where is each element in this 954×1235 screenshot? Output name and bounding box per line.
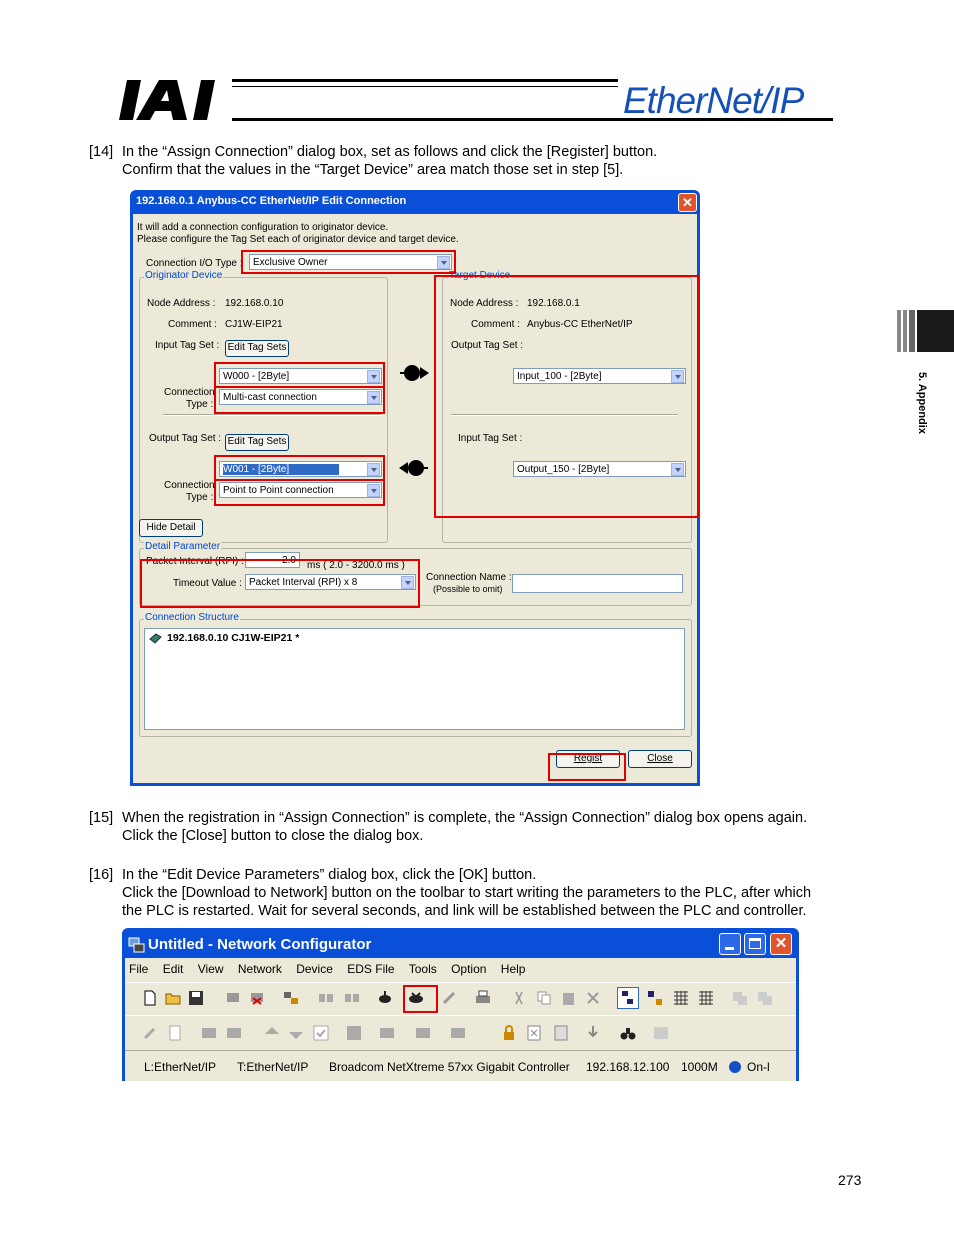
step-14-number: [14] — [89, 144, 114, 160]
menu-bar — [129, 962, 536, 976]
network-icon[interactable] — [283, 990, 299, 1006]
connection-structure-item[interactable]: 192.168.0.10 CJ1W-EIP21 * — [167, 632, 300, 644]
table-icon-2[interactable] — [698, 990, 714, 1006]
down-icon[interactable] — [288, 1025, 304, 1041]
highlight-regist-button — [548, 753, 626, 781]
rpi-input[interactable]: 2.0 — [245, 552, 300, 568]
view-list-icon[interactable] — [647, 990, 663, 1006]
target-input-tag-label: Input Tag Set : — [458, 433, 523, 444]
view-toggle-button[interactable] — [617, 987, 639, 1009]
originator-conn-type-select-1[interactable]: Multi-cast connection — [219, 389, 382, 405]
originator-node-value: 192.168.0.10 — [225, 298, 284, 309]
status-ip: 192.168.12.100 — [586, 1060, 670, 1074]
close-icon: ✕ — [682, 195, 693, 210]
open-folder-icon[interactable] — [165, 990, 181, 1006]
close-button[interactable]: Close — [628, 750, 692, 768]
menu-view[interactable]: View — [197, 962, 224, 976]
unregister-icon[interactable] — [757, 990, 773, 1006]
window-close-button[interactable] — [770, 933, 792, 955]
device-icon — [149, 633, 162, 644]
dialog-intro-line2: Please configure the Tag Set each of originator device and target device. — [137, 234, 459, 245]
target-node-label: Node Address : — [450, 298, 519, 309]
disconnect-icon[interactable] — [249, 990, 265, 1006]
view-tree-icon — [618, 988, 638, 1008]
menu-help[interactable]: Help — [500, 962, 526, 976]
app-icon — [128, 936, 145, 953]
maximize-icon — [749, 938, 761, 949]
status-speed: 1000M — [681, 1060, 718, 1074]
minimize-icon — [725, 947, 734, 950]
target-input-tag-select[interactable]: Output_150 - [2Byte] — [513, 461, 686, 477]
dialog-close-button[interactable] — [678, 193, 697, 212]
originator-input-tag-select[interactable]: W000 - [2Byte] — [219, 368, 382, 384]
parameter-icon-2[interactable] — [415, 1025, 431, 1041]
originator-conn-type-select-2[interactable]: Point to Point connection — [219, 482, 382, 498]
iai-logo-icon — [117, 76, 229, 122]
parameter-icon-3[interactable] — [450, 1025, 466, 1041]
step-14-line2: Confirm that the values in the “Target Device” area match those set in step [5]. — [122, 162, 624, 178]
step-16-line3: the PLC is restarted. Wait for several seconds, and link will be established between the PLC and controller. — [122, 903, 807, 919]
toolbar-1 — [125, 982, 796, 1016]
originator-output-tag-label: Output Tag Set : — [149, 433, 222, 444]
change-icon-2[interactable] — [226, 1025, 242, 1041]
upload-device-icon[interactable] — [377, 990, 393, 1006]
copy-icon[interactable] — [536, 990, 552, 1006]
step-14-line1: In the “Assign Connection” dialog box, set as follows and click the [Register] button. — [122, 144, 658, 160]
menu-edit[interactable]: Edit — [162, 962, 184, 976]
error-log-icon[interactable] — [526, 1025, 542, 1041]
save-icon[interactable] — [188, 990, 204, 1006]
compare-icon[interactable] — [344, 990, 360, 1006]
originator-node-label: Node Address : — [147, 298, 216, 309]
dialog-intro-line1: It will add a connection configuration to originator device. — [137, 222, 389, 233]
register-icon[interactable] — [732, 990, 748, 1006]
lock-icon[interactable] — [501, 1025, 517, 1041]
highlight-download-button — [403, 985, 438, 1013]
header-logo — [117, 76, 229, 122]
menu-tools[interactable]: Tools — [408, 962, 437, 976]
paste-icon[interactable] — [561, 990, 577, 1006]
cut-icon[interactable] — [511, 990, 527, 1006]
dialog-title: 192.168.0.1 Anybus-CC EtherNet/IP Edit Connection — [136, 195, 407, 207]
originator-input-tag-label: Input Tag Set : — [155, 340, 220, 351]
connection-io-type-label: Connection I/O Type : — [146, 258, 243, 269]
network-configurator-window — [122, 928, 799, 1081]
print-icon[interactable] — [475, 990, 491, 1006]
status-target: T:EtherNet/IP — [237, 1060, 309, 1074]
originator-conn-type-label-b1: Connection — [164, 480, 215, 491]
originator-conn-type-label-a1: Connection — [164, 387, 215, 398]
highlight-detail-params — [140, 559, 420, 608]
window-title: Untitled - Network Configurator — [148, 936, 372, 953]
download-device-icon[interactable] — [585, 1025, 601, 1041]
target-device-group-label: Target Device — [449, 270, 511, 281]
connection-name-label-2: (Possible to omit) — [433, 584, 503, 594]
connection-structure-tree[interactable] — [144, 628, 685, 730]
arrow-left-icon — [399, 456, 429, 480]
regist-button[interactable]: Regist — [556, 750, 620, 768]
product-title: EtherNet/IP — [623, 80, 804, 121]
originator-divider — [163, 414, 381, 416]
menu-option[interactable]: Option — [451, 962, 487, 976]
connect-icon[interactable] — [225, 990, 241, 1006]
change-icon-1[interactable] — [201, 1025, 217, 1041]
side-tab-graphic — [897, 310, 954, 352]
originator-device-group-label: Originator Device — [145, 270, 223, 281]
minimize-button[interactable] — [719, 933, 741, 955]
wizard-icon[interactable] — [142, 1025, 158, 1041]
edit-icon[interactable] — [346, 1025, 362, 1041]
rpi-range: ms ( 2.0 - 3200.0 ms ) — [307, 560, 405, 571]
upload-network-icon[interactable] — [318, 990, 334, 1006]
monitor-icon[interactable] — [441, 990, 457, 1006]
originator-comment-label: Comment : — [168, 319, 217, 330]
originator-conn-type-label-b2: Type : — [186, 492, 214, 503]
arrow-right-icon — [400, 361, 430, 385]
edit-tag-sets-button-1[interactable]: Edit Tag Sets — [225, 340, 289, 357]
up-icon[interactable] — [264, 1025, 280, 1041]
highlight-input-tag — [214, 362, 385, 388]
close-icon: ✕ — [774, 935, 788, 952]
page-number: 273 — [838, 1172, 862, 1188]
maximize-button[interactable] — [744, 933, 766, 955]
property-icon[interactable] — [167, 1025, 183, 1041]
hide-detail-button[interactable]: Hide Detail — [139, 519, 203, 537]
header-rule-thick — [232, 79, 618, 82]
toolbar-2 — [125, 1015, 796, 1051]
delete-icon[interactable] — [585, 990, 601, 1006]
report-icon[interactable] — [653, 1025, 669, 1041]
step-16-line2: Click the [Download to Network] button on the toolbar to start writing the parameters to the PLC, after which — [122, 885, 812, 901]
side-tab-label: 5. Appendix — [916, 372, 928, 434]
target-output-tag-select[interactable]: Input_100 - [2Byte] — [513, 368, 686, 384]
header-rule-thin — [232, 86, 618, 87]
online-icon — [729, 1061, 741, 1073]
originator-output-tag-select[interactable]: W001 - [2Byte] — [219, 461, 382, 477]
step-15-line1: When the registration in “Assign Connection” is complete, the “Assign Connection” dialog box opens again. — [122, 810, 808, 826]
binoculars-icon[interactable] — [620, 1025, 636, 1041]
menu-eds-file[interactable]: EDS File — [347, 962, 395, 976]
step-15-line2: Click the [Close] button to close the dialog box. — [122, 828, 424, 844]
status-bar — [125, 1057, 796, 1078]
connection-name-label-1: Connection Name : — [426, 572, 512, 583]
connection-name-input[interactable] — [512, 574, 683, 593]
parameter-icon-1[interactable] — [379, 1025, 395, 1041]
highlight-conn-type-2 — [214, 479, 385, 506]
highlight-conn-type-1 — [214, 386, 385, 414]
step-15-number: [15] — [89, 810, 114, 826]
target-output-tag-label: Output Tag Set : — [451, 340, 524, 351]
timeout-label: Timeout Value : — [173, 578, 242, 589]
rpi-label: Packet Interval (RPI) : — [146, 556, 244, 567]
menu-device[interactable]: Device — [296, 962, 333, 976]
highlight-target-device — [434, 275, 699, 518]
menu-network[interactable]: Network — [237, 962, 282, 976]
check-icon[interactable] — [313, 1025, 329, 1041]
highlight-output-tag — [214, 455, 385, 481]
originator-conn-type-label-a2: Type : — [186, 399, 214, 410]
new-file-icon[interactable] — [142, 990, 158, 1006]
window-body — [125, 958, 796, 1081]
status-local: L:EtherNet/IP — [144, 1060, 217, 1074]
status-online: On-l — [747, 1060, 770, 1074]
target-comment-label: Comment : — [471, 319, 520, 330]
originator-comment-value: CJ1W-EIP21 — [225, 319, 283, 330]
highlight-connection-io-type — [241, 250, 456, 274]
usage-icon[interactable] — [553, 1025, 569, 1041]
detail-parameter-group-label: Detail Parameter — [145, 541, 221, 552]
timeout-select[interactable]: Packet Interval (RPI) x 8 — [245, 574, 416, 590]
status-adapter: Broadcom NetXtreme 57xx Gigabit Controller — [329, 1060, 570, 1074]
menu-file[interactable]: File — [129, 962, 149, 976]
target-node-value: 192.168.0.1 — [527, 298, 580, 309]
table-icon-1[interactable] — [673, 990, 689, 1006]
target-comment-value: Anybus-CC EtherNet/IP — [527, 319, 633, 330]
edit-tag-sets-button-2[interactable]: Edit Tag Sets — [225, 434, 289, 451]
step-16-number: [16] — [89, 867, 114, 883]
connection-io-type-select[interactable]: Exclusive Owner — [249, 254, 452, 270]
connection-structure-group-label: Connection Structure — [145, 612, 239, 623]
step-16-line1: In the “Edit Device Parameters” dialog box, click the [OK] button. — [122, 867, 537, 883]
